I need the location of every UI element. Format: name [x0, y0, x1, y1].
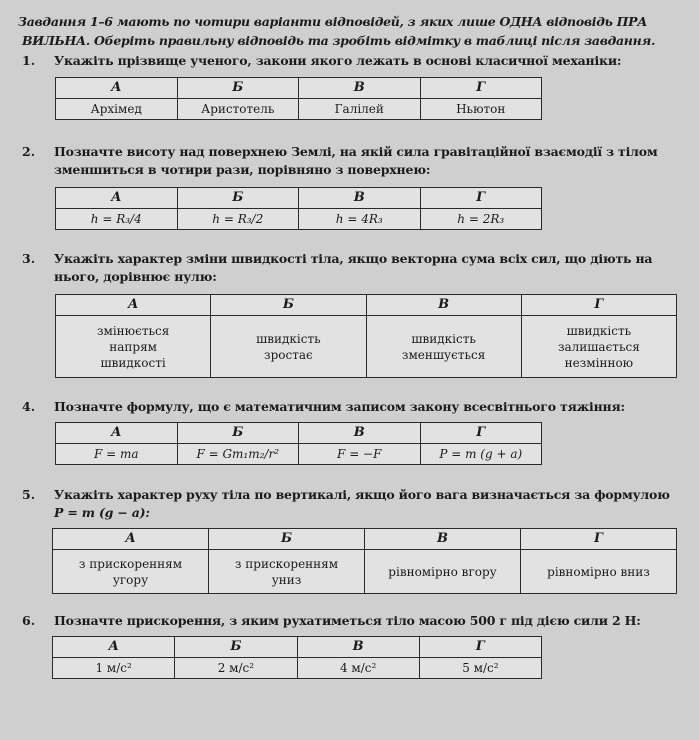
question-text-line: нього, дорівнює нулю:: [54, 269, 217, 284]
option-b-header[interactable]: Б: [177, 78, 299, 99]
question-text: [54, 486, 670, 522]
option-a[interactable]: F = ma: [56, 444, 178, 465]
answer-table: [52, 636, 542, 679]
option-d[interactable]: 5 м/с²: [419, 658, 541, 679]
option-b-header[interactable]: Б: [175, 637, 297, 658]
option-a-header[interactable]: А: [56, 188, 178, 209]
option-a-header[interactable]: А: [53, 529, 209, 550]
option-b[interactable]: Аристотель: [177, 99, 299, 120]
option-d[interactable]: швидкість залишається незмінною: [521, 316, 676, 378]
option-a-header[interactable]: А: [56, 295, 211, 316]
option-a-header[interactable]: А: [56, 423, 178, 444]
question-number: 6.: [22, 613, 36, 628]
question-number: 5.: [22, 487, 36, 502]
option-c[interactable]: h = 4R₃: [299, 209, 421, 230]
instructions-line-1: Завдання 1–6 мають по чотири варіанти відповідей, з яких лише ОДНА відповідь ПРА: [18, 14, 648, 29]
option-c[interactable]: F = −F: [299, 444, 421, 465]
question-text: [54, 612, 641, 630]
option-b-header[interactable]: Б: [177, 423, 299, 444]
option-a[interactable]: Архімед: [56, 99, 178, 120]
option-a[interactable]: з прискоренням угору: [53, 550, 209, 594]
question-text-line: зменшиться в чотири рази, порівняно з поверхнею:: [54, 162, 431, 177]
option-b-header[interactable]: Б: [209, 529, 365, 550]
instructions: [18, 12, 699, 50]
option-c-header[interactable]: В: [365, 529, 521, 550]
option-c-header[interactable]: В: [299, 423, 421, 444]
option-c-header[interactable]: В: [299, 188, 421, 209]
option-b-header[interactable]: Б: [177, 188, 299, 209]
option-d-header[interactable]: Г: [419, 637, 541, 658]
question-text-line: Позначте прискорення, з яким рухатиметься тіло масою 500 г під дією сили 2 Н:: [54, 613, 641, 628]
option-a[interactable]: 1 м/с²: [53, 658, 175, 679]
option-c[interactable]: рівномірно вгору: [365, 550, 521, 594]
question-text-line: Укажіть прізвище ученого, закони якого лежать в основі класичної механіки:: [54, 53, 622, 68]
question-number: 3.: [22, 251, 36, 266]
option-b[interactable]: з прискоренням униз: [209, 550, 365, 594]
option-b[interactable]: швидкість зростає: [211, 316, 366, 378]
question-text-line: Позначте формулу, що є математичним записом закону всесвітнього тяжіння:: [54, 399, 625, 414]
question-number: 1.: [22, 53, 36, 68]
option-c-header[interactable]: В: [297, 637, 419, 658]
answer-table: [55, 77, 542, 120]
option-a-header[interactable]: А: [53, 637, 175, 658]
option-c-header[interactable]: В: [366, 295, 521, 316]
answer-table: [55, 422, 542, 465]
option-a[interactable]: змінюється напрям швидкості: [56, 316, 211, 378]
question-text-line: Позначте висоту над поверхнею Землі, на якій сила гравітаційної взаємодії з тілом: [54, 144, 658, 159]
question-text-line: Укажіть характер зміни швидкості тіла, якщо векторна сума всіх сил, що діють на: [54, 251, 653, 266]
answer-table: [52, 528, 677, 594]
option-d[interactable]: рівномірно вниз: [521, 550, 677, 594]
option-c[interactable]: швидкість зменшується: [366, 316, 521, 378]
option-c[interactable]: 4 м/с²: [297, 658, 419, 679]
option-b-header[interactable]: Б: [211, 295, 366, 316]
question-text: [54, 398, 625, 416]
option-d-header[interactable]: Г: [420, 78, 542, 99]
question-text-line: P = m (g − a):: [54, 505, 150, 520]
option-c-header[interactable]: В: [299, 78, 421, 99]
instructions-line-2: ВИЛЬНА. Оберіть правильну відповідь та зробіть відмітку в таблиці після завдання.: [22, 33, 656, 48]
option-d[interactable]: Ньютон: [420, 99, 542, 120]
question-text: [54, 143, 658, 179]
question-text: [54, 250, 652, 286]
question-text-line: Укажіть характер руху тіла по вертикалі, якщо його вага визначається за формулою: [54, 487, 670, 502]
option-c[interactable]: Галілей: [299, 99, 421, 120]
option-d-header[interactable]: Г: [521, 529, 677, 550]
question-text: [54, 52, 621, 70]
option-d[interactable]: P = m (g + a): [420, 444, 542, 465]
option-a[interactable]: h = R₃/4: [56, 209, 178, 230]
option-b[interactable]: 2 м/с²: [175, 658, 297, 679]
question-number: 2.: [22, 144, 36, 159]
option-d-header[interactable]: Г: [420, 423, 542, 444]
option-d[interactable]: h = 2R₃: [420, 209, 542, 230]
option-b[interactable]: F = Gm₁m₂/r²: [177, 444, 299, 465]
answer-table: [55, 187, 542, 230]
answer-table: [55, 294, 677, 378]
option-a-header[interactable]: А: [56, 78, 178, 99]
option-b[interactable]: h = R₃/2: [177, 209, 299, 230]
option-d-header[interactable]: Г: [420, 188, 542, 209]
question-number: 4.: [22, 399, 36, 414]
option-d-header[interactable]: Г: [521, 295, 676, 316]
